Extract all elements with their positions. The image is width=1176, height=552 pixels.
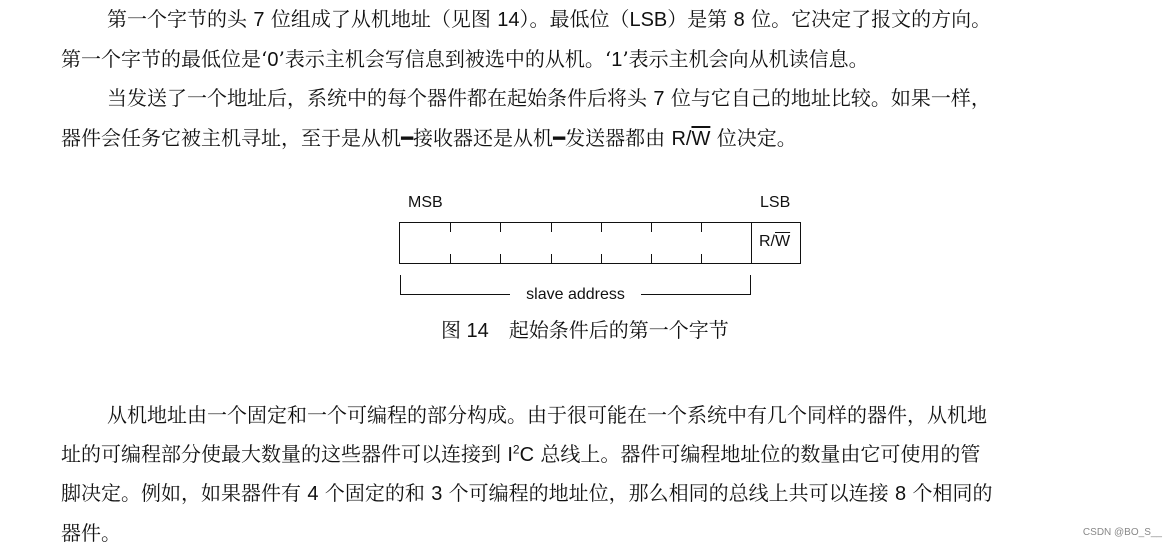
figure-caption: 图 14 起始条件后的第一个字节 bbox=[441, 316, 729, 345]
bit-tick bbox=[551, 254, 552, 263]
text-line: 第一个字节的头 7 位组成了从机地址（见图 14）。最低位（LSB）是第 8 位。它决定了报文的方向。 bbox=[61, 0, 1101, 40]
msb-label: MSB bbox=[408, 194, 443, 212]
address-bracket-right bbox=[641, 275, 751, 295]
text-line: 址的可编程部分使最大数量的这些器件可以连接到 $I^2C$ 总线上。器件可编程地址位的数量由它可使用的管 bbox=[61, 435, 1101, 475]
text-line: 当发送了一个地址后，系统中的每个器件都在起始条件后将头 7 位与它自己的地址比较。如果一样， bbox=[61, 79, 1101, 119]
rw-divider bbox=[751, 223, 752, 263]
bit-tick bbox=[500, 254, 501, 263]
bit-tick bbox=[601, 223, 602, 232]
bit-tick bbox=[701, 254, 702, 263]
text-line: 器件会任务它被主机寻址，至于是从机━接收器还是从机━发送器都由 $R/\overline{W}$ 位决定。 bbox=[61, 119, 1101, 159]
text-line: 从机地址由一个固定和一个可编程的部分构成。由于很可能在一个系统中有几个同样的器件，从机地 bbox=[61, 396, 1101, 435]
slave-address-label: slave address bbox=[510, 286, 641, 304]
address-bracket-left bbox=[400, 275, 510, 295]
bit-tick bbox=[651, 254, 652, 263]
text-line: 脚决定。例如，如果器件有 4 个固定的和 3 个可编程的地址位，那么相同的总线上共可以连接 8 个相同的 bbox=[61, 474, 1101, 514]
lsb-label: LSB bbox=[760, 194, 790, 212]
bit-tick bbox=[500, 223, 501, 232]
text-line: 第一个字节的最低位是‘0’表示主机会写信息到被选中的从机。‘1’表示主机会向从机读信息。 bbox=[61, 40, 1101, 80]
text-line: 器件。 bbox=[61, 514, 1101, 552]
bit-tick bbox=[601, 254, 602, 263]
bit-tick bbox=[651, 223, 652, 232]
bit-tick bbox=[450, 223, 451, 232]
paragraph-address-description bbox=[61, 0, 1101, 158]
bit-tick bbox=[450, 254, 451, 263]
paragraph-programmable-address bbox=[61, 396, 1101, 552]
bit-tick bbox=[551, 223, 552, 232]
rw-bit-cell: $R/\overline{W}$ bbox=[759, 233, 790, 251]
bit-tick bbox=[701, 223, 702, 232]
byte-diagram-box bbox=[399, 222, 801, 264]
i2c-term: $I^2C$ bbox=[507, 444, 534, 466]
watermark: CSDN @BO_S__ bbox=[1083, 527, 1162, 538]
